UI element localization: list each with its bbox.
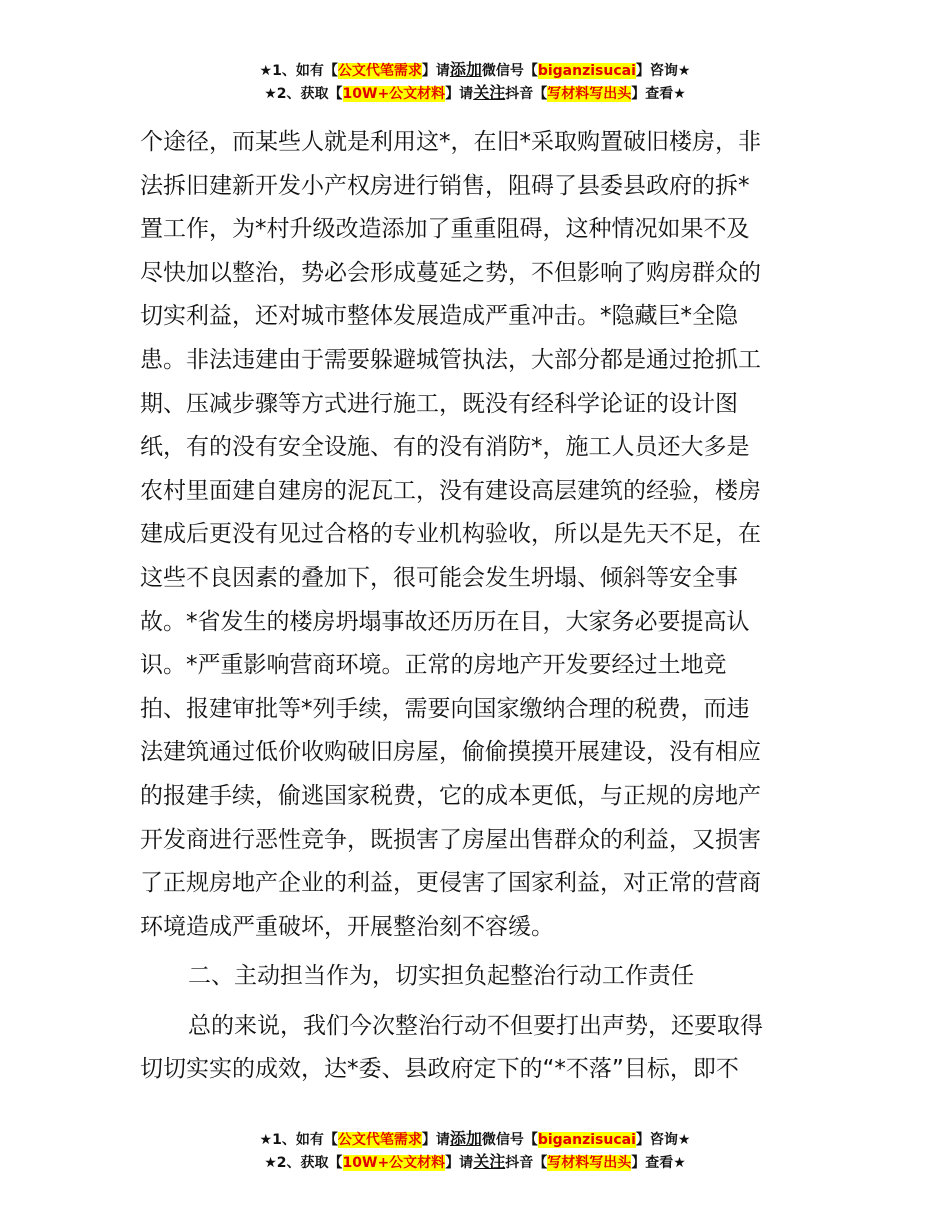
banner-underline: 添加 — [449, 60, 482, 79]
banner-highlight: 公文代笔需求 — [337, 63, 422, 79]
body-line: 法建筑通过低价收购破旧房屋，偷偷摸摸开展建设，没有相应 — [140, 739, 761, 766]
body-line: 尽快加以整治，势必会形成蔓延之势，不但影响了购房群众的 — [140, 259, 761, 286]
banner-text: 】请 — [421, 63, 450, 79]
banner-text: 】请 — [421, 1132, 450, 1148]
banner-text: 】咨询★ — [635, 63, 691, 79]
header-banner-line-2 — [0, 82, 950, 105]
banner-highlight: 公文代笔需求 — [337, 1132, 422, 1148]
body-line: 故。*省发生的楼房坍塌事故还历历在目，大家务必要提高认 — [140, 608, 750, 635]
body-line: 纸，有的没有安全设施、有的没有消防*，施工人员还大多是 — [140, 434, 750, 461]
banner-text: 】查看★ — [631, 86, 686, 102]
body-line: 建成后更没有见过合格的专业机构验收，所以是先天不足，在 — [140, 521, 761, 548]
body-line: 拍、报建审批等*列手续，需要向国家缴纳合理的税费，而违 — [140, 695, 750, 722]
body-line: 置工作，为*村升级改造添加了重重阻碍，这种情况如果不及 — [140, 216, 750, 243]
banner-text: 】查看★ — [631, 1155, 686, 1171]
body-line: 识。*严重影响营商环境。正常的房地产开发要经过土地竞 — [140, 652, 727, 679]
header-banner — [0, 59, 950, 105]
body-line: 切实利益，还对城市整体发展造成严重冲击。*隐藏巨*全隐 — [140, 303, 738, 330]
banner-text: 】请 — [445, 1155, 474, 1171]
banner-douyin-id: 写材料写出头 — [547, 1155, 632, 1171]
body-line: 农村里面建自建房的泥瓦工，没有建设高层建筑的经验，楼房 — [140, 477, 761, 504]
body-line: 环境造成严重破坏，开展整治刻不容缓。 — [140, 913, 554, 940]
footer-banner-line-2 — [0, 1151, 950, 1174]
body-line: 期、压减步骤等方式进行施工，既没有经科学论证的设计图 — [140, 390, 738, 417]
body-line: 切切实实的成效，达*委、县政府定下的“*不落”目标，即不 — [140, 1056, 739, 1083]
banner-underline: 关注 — [473, 83, 506, 102]
body-line: 了正规房地产企业的利益，更侵害了国家利益，对正常的营商 — [140, 870, 761, 897]
body-line: 这些不良因素的叠加下，很可能会发生坍塌、倾斜等安全事 — [140, 564, 738, 591]
banner-wechat-id: biganzisucai — [537, 1132, 636, 1148]
banner-text: 抖音【 — [505, 1155, 548, 1171]
body-line: 总的来说，我们今次整治行动不但要打出声势，还要取得 — [188, 1012, 763, 1039]
footer-banner — [0, 1128, 950, 1174]
banner-highlight: 10W+公文材料 — [342, 86, 446, 102]
header-banner-line-1 — [0, 59, 950, 82]
body-line: 的报建手续，偷逃国家税费，它的成本更低，与正规的房地产 — [140, 782, 761, 809]
banner-text: 抖音【 — [505, 86, 548, 102]
banner-underline: 添加 — [449, 1129, 482, 1148]
banner-text: 微信号【 — [481, 63, 538, 79]
banner-text: ★1、如有【 — [259, 63, 338, 79]
body-line: 患。非法违建由于需要躲避城管执法，大部分都是通过抢抓工 — [140, 346, 761, 373]
banner-text: 微信号【 — [481, 1132, 538, 1148]
banner-text: ★2、获取【 — [264, 86, 343, 102]
body-line: 开发商进行恶性竞争，既损害了房屋出售群众的利益，又损害 — [140, 826, 761, 853]
body-line: 法拆旧建新开发小产权房进行销售，阻碍了县委县政府的拆* — [140, 172, 750, 199]
body-line: 个途径，而某些人就是利用这*，在旧*采取购置破旧楼房，非 — [140, 129, 761, 155]
banner-wechat-id: biganzisucai — [537, 63, 636, 79]
banner-underline: 关注 — [473, 1152, 506, 1171]
banner-highlight: 10W+公文材料 — [342, 1155, 446, 1171]
footer-banner-line-1 — [0, 1128, 950, 1151]
document-body — [140, 121, 812, 1092]
banner-douyin-id: 写材料写出头 — [547, 86, 632, 102]
banner-text: 】请 — [445, 86, 474, 102]
banner-text: ★1、如有【 — [259, 1132, 338, 1148]
banner-text: ★2、获取【 — [264, 1155, 343, 1171]
section-heading: 二、主动担当作为，切实担负起整治行动工作责任 — [188, 963, 694, 990]
banner-text: 】咨询★ — [635, 1132, 691, 1148]
